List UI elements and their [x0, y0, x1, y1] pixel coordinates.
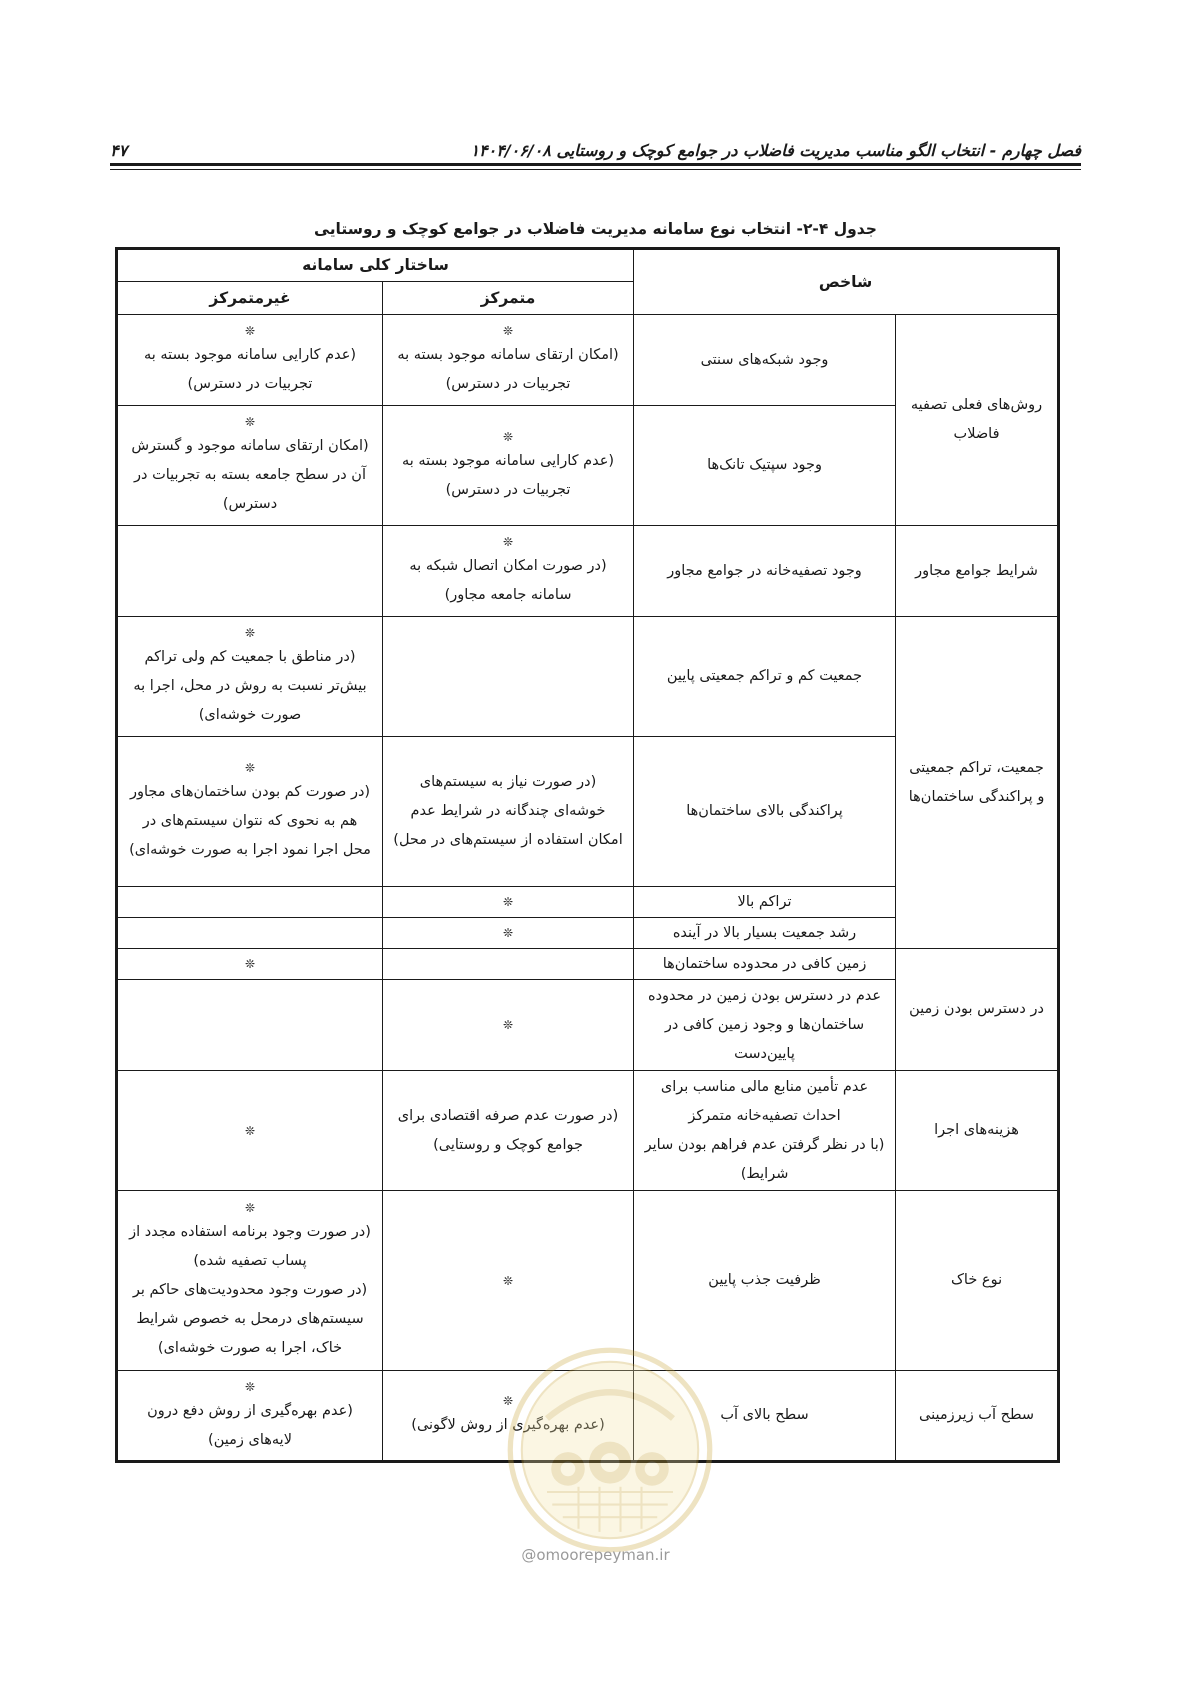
- checkmark: ❊: [502, 1394, 514, 1408]
- decentralized-cell: [117, 617, 383, 737]
- decentralized-cell: [117, 315, 383, 406]
- header-rule-thin: [110, 169, 1081, 170]
- cell-note: (عدم کارایی سامانه موجود بسته به تجربیات در دسترس): [143, 347, 357, 392]
- cell-note: (در صورت کم بودن ساختمان‌های مجاور هم به نحوی که نتوان سیستم‌های در محل اجرا نمود اجرا به صورت خوشه‌ای): [129, 784, 371, 858]
- decentralized-cell: [117, 887, 383, 918]
- checkmark: ❊: [502, 429, 514, 444]
- decentralized-cell: [117, 1071, 383, 1191]
- cell-note: (در مناطق با جمعیت کم ولی تراکم بیش‌تر نسبت به روش در محل، اجرا به صورت خوشه‌ای): [133, 649, 367, 723]
- group-cell: سطح آب زیرزمینی: [896, 1371, 1059, 1462]
- centralized-cell: [383, 918, 634, 949]
- criterion-cell: وجود سپتیک تانک‌ها: [634, 406, 896, 526]
- checkmark: ❊: [502, 1018, 514, 1032]
- centralized-cell: [383, 887, 634, 918]
- cell-note: (در صورت امکان اتصال شبکه به سامانه جامعه مجاور): [409, 558, 607, 603]
- decentralized-cell: [117, 737, 383, 887]
- cell-note: (در صورت عدم صرفه اقتصادی برای جوامع کوچک و روستایی): [397, 1107, 619, 1153]
- criterion-cell: رشد جمعیت بسیار بالا در آینده: [634, 918, 896, 949]
- checkmark: ❊: [244, 324, 256, 338]
- criterion-cell: تراکم بالا: [634, 887, 896, 918]
- cell-note: (در صورت وجود محدودیت‌های حاکم بر سیستم‌های درمحل به خصوص شرایط خاک، اجرا به صورت خوشه‌ای): [132, 1282, 368, 1356]
- centralized-cell: [383, 315, 634, 406]
- checkmark: ❊: [502, 895, 514, 909]
- centralized-cell: [383, 1191, 634, 1371]
- criterion-cell: وجود شبکه‌های سنتی: [634, 315, 896, 406]
- table-row: [117, 526, 1059, 617]
- decentralized-cell: [117, 1191, 383, 1371]
- criterion-text: عدم تأمین منابع مالی مناسب برای احداث تصفیه‌خانه متمرکز: [660, 1078, 869, 1124]
- checkmark: ❊: [244, 957, 256, 971]
- decentralized-cell: [117, 406, 383, 526]
- decentralized-header: غیرمتمرکز: [117, 282, 383, 315]
- group-cell: در دسترس بودن زمین: [896, 949, 1059, 1071]
- checkmark: ❊: [244, 1201, 256, 1215]
- running-header: [110, 130, 1081, 160]
- checkmark: ❊: [502, 324, 514, 338]
- table-row: [117, 1191, 1059, 1371]
- cell-note: (عدم بهره‌گیری از روش دفع درون لایه‌های زمین): [147, 1402, 353, 1448]
- cell-note: (امکان ارتقای سامانه موجود بسته به تجربیات در دسترس): [397, 347, 619, 392]
- cell-note: (عدم کارایی سامانه موجود بسته به تجربیات در دسترس): [401, 452, 615, 498]
- centralized-header: متمرکز: [383, 282, 634, 315]
- group-cell: شرایط جوامع مجاور: [896, 526, 1059, 617]
- criterion-cell: سطح بالای آب: [634, 1371, 896, 1462]
- group-cell: هزینه‌های اجرا: [896, 1071, 1059, 1191]
- decentralized-cell: [117, 980, 383, 1071]
- checkmark: ❊: [502, 535, 514, 549]
- decentralized-cell: [117, 918, 383, 949]
- table-row: [117, 949, 1059, 980]
- checkmark: ❊: [244, 1379, 256, 1394]
- checkmark: ❊: [244, 415, 256, 429]
- checkmark: ❊: [502, 1273, 514, 1288]
- criterion-cell: جمعیت کم و تراکم جمعیتی پایین: [634, 617, 896, 737]
- checkmark: ❊: [244, 761, 256, 775]
- centralized-cell: [383, 1071, 634, 1191]
- header-rule-thick: [110, 163, 1081, 166]
- watermark-site: @omoorepeyman.ir: [521, 1546, 670, 1564]
- criterion-cell: زمین کافی در محدوده ساختمان‌ها: [634, 949, 896, 980]
- chapter-title: فصل چهارم - انتخاب الگو مناسب مدیریت فاضلاب در جوامع کوچک و روستایی ۱۴۰۴/۰۶/۰۸: [470, 141, 1081, 160]
- criterion-note: (با در نظر گرفتن عدم فراهم بودن سایر شرایط): [644, 1136, 885, 1182]
- checkmark: ❊: [244, 1123, 256, 1138]
- cell-note: (عدم بهره‌گیری از روش لاگونی): [411, 1417, 605, 1433]
- indicator-header: شاخص: [634, 249, 1059, 315]
- criterion-cell: عدم در دسترس بودن زمین در محدوده ساختمان‌ها و وجود زمین کافی در پایین‌دست: [634, 980, 896, 1071]
- checkmark: ❊: [502, 926, 514, 940]
- centralized-cell: [383, 1371, 634, 1462]
- table-row: [117, 617, 1059, 737]
- centralized-cell: [383, 949, 634, 980]
- centralized-cell: [383, 737, 634, 887]
- table-row: [117, 1071, 1059, 1191]
- group-cell: نوع خاک: [896, 1191, 1059, 1371]
- cell-note: (در صورت نیاز به سیستم‌های خوشه‌ای چندگانه در شرایط عدم امکان استفاده از سیستم‌های در محل): [393, 774, 623, 848]
- structure-header: ساختار کلی سامانه: [117, 249, 634, 282]
- criterion-cell: وجود تصفیه‌خانه در جوامع مجاور: [634, 526, 896, 617]
- criterion-cell: پراکندگی بالای ساختمان‌ها: [634, 737, 896, 887]
- criterion-cell: ظرفیت جذب پایین: [634, 1191, 896, 1371]
- cell-note: (در صورت وجود برنامه استفاده مجدد از پساب تصفیه شده): [129, 1224, 371, 1269]
- decentralized-cell: [117, 949, 383, 980]
- decentralized-cell: [117, 1371, 383, 1462]
- centralized-cell: [383, 617, 634, 737]
- page-number: ۴۷: [110, 141, 128, 160]
- group-cell: روش‌های فعلی تصفیه فاضلاب: [896, 315, 1059, 526]
- centralized-cell: [383, 980, 634, 1071]
- centralized-cell: [383, 526, 634, 617]
- centralized-cell: [383, 406, 634, 526]
- table-row: [117, 315, 1059, 406]
- table-caption: جدول ۴-۲- انتخاب نوع سامانه مدیریت فاضلاب در جوامع کوچک و روستایی: [314, 220, 877, 238]
- cell-note: (امکان ارتقای سامانه موجود و گسترش آن در سطح جامعه بسته به تجربیات در دسترس): [131, 438, 369, 512]
- wastewater-system-table: [115, 247, 1060, 1463]
- criterion-cell: [634, 1071, 896, 1191]
- table-row: [117, 1371, 1059, 1462]
- decentralized-cell: [117, 526, 383, 617]
- checkmark: ❊: [244, 626, 256, 640]
- group-cell: جمعیت، تراکم جمعیتی و پراکندگی ساختمان‌ها: [896, 617, 1059, 949]
